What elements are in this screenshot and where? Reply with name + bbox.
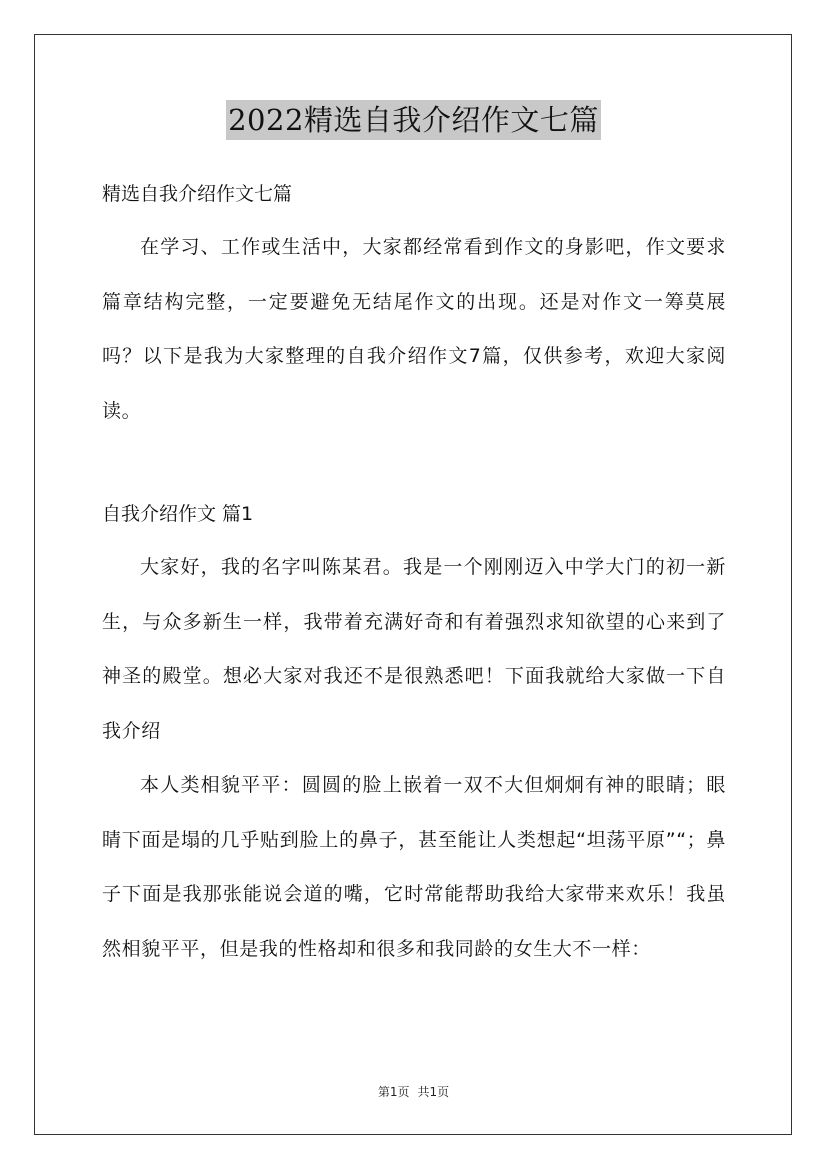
body-paragraph-2: 本人类相貌平平：圆圆的脸上嵌着一双不大但炯炯有神的眼睛；眼睛下面是塌的几乎贴到脸上的鼻子，甚至能让人类想起“坦荡平原”“；鼻子下面是我那张能说会道的嘴，它时常能帮助我给大家带来欢乐！我虽然相貌平平，但是我的性格却和很多和我同龄的女生大不一样：: [102, 774, 726, 960]
title-wrap: [0, 100, 827, 140]
document-body: [102, 168, 726, 976]
page-number-total: 共1页: [417, 1085, 450, 1099]
intro-paragraph: 在学习、工作或生活中，大家都经常看到作文的身影吧，作文要求篇章结构完整，一定要避免无结尾作文的出现。还是对作文一筹莫展吗？以下是我为大家整理的自我介绍作文7篇，仅供参考，欢迎大家阅读。: [102, 236, 726, 422]
section-gap: [102, 438, 726, 488]
document-title: 2022精选自我介绍作文七篇: [226, 100, 601, 140]
page-footer: [0, 1083, 827, 1100]
section-heading: 自我介绍作文 篇1: [102, 503, 254, 525]
document-subtitle: 精选自我介绍作文七篇: [102, 183, 293, 205]
body-paragraph-1: 大家好，我的名字叫陈某君。我是一个刚刚迈入中学大门的初一新生，与众多新生一样，我带着充满好奇和有着强烈求知欲望的心来到了神圣的殿堂。想必大家对我还不是很熟悉吧！下面我就给大家做一下自我介绍: [102, 556, 726, 742]
page-number-current: 第1页: [377, 1085, 410, 1099]
